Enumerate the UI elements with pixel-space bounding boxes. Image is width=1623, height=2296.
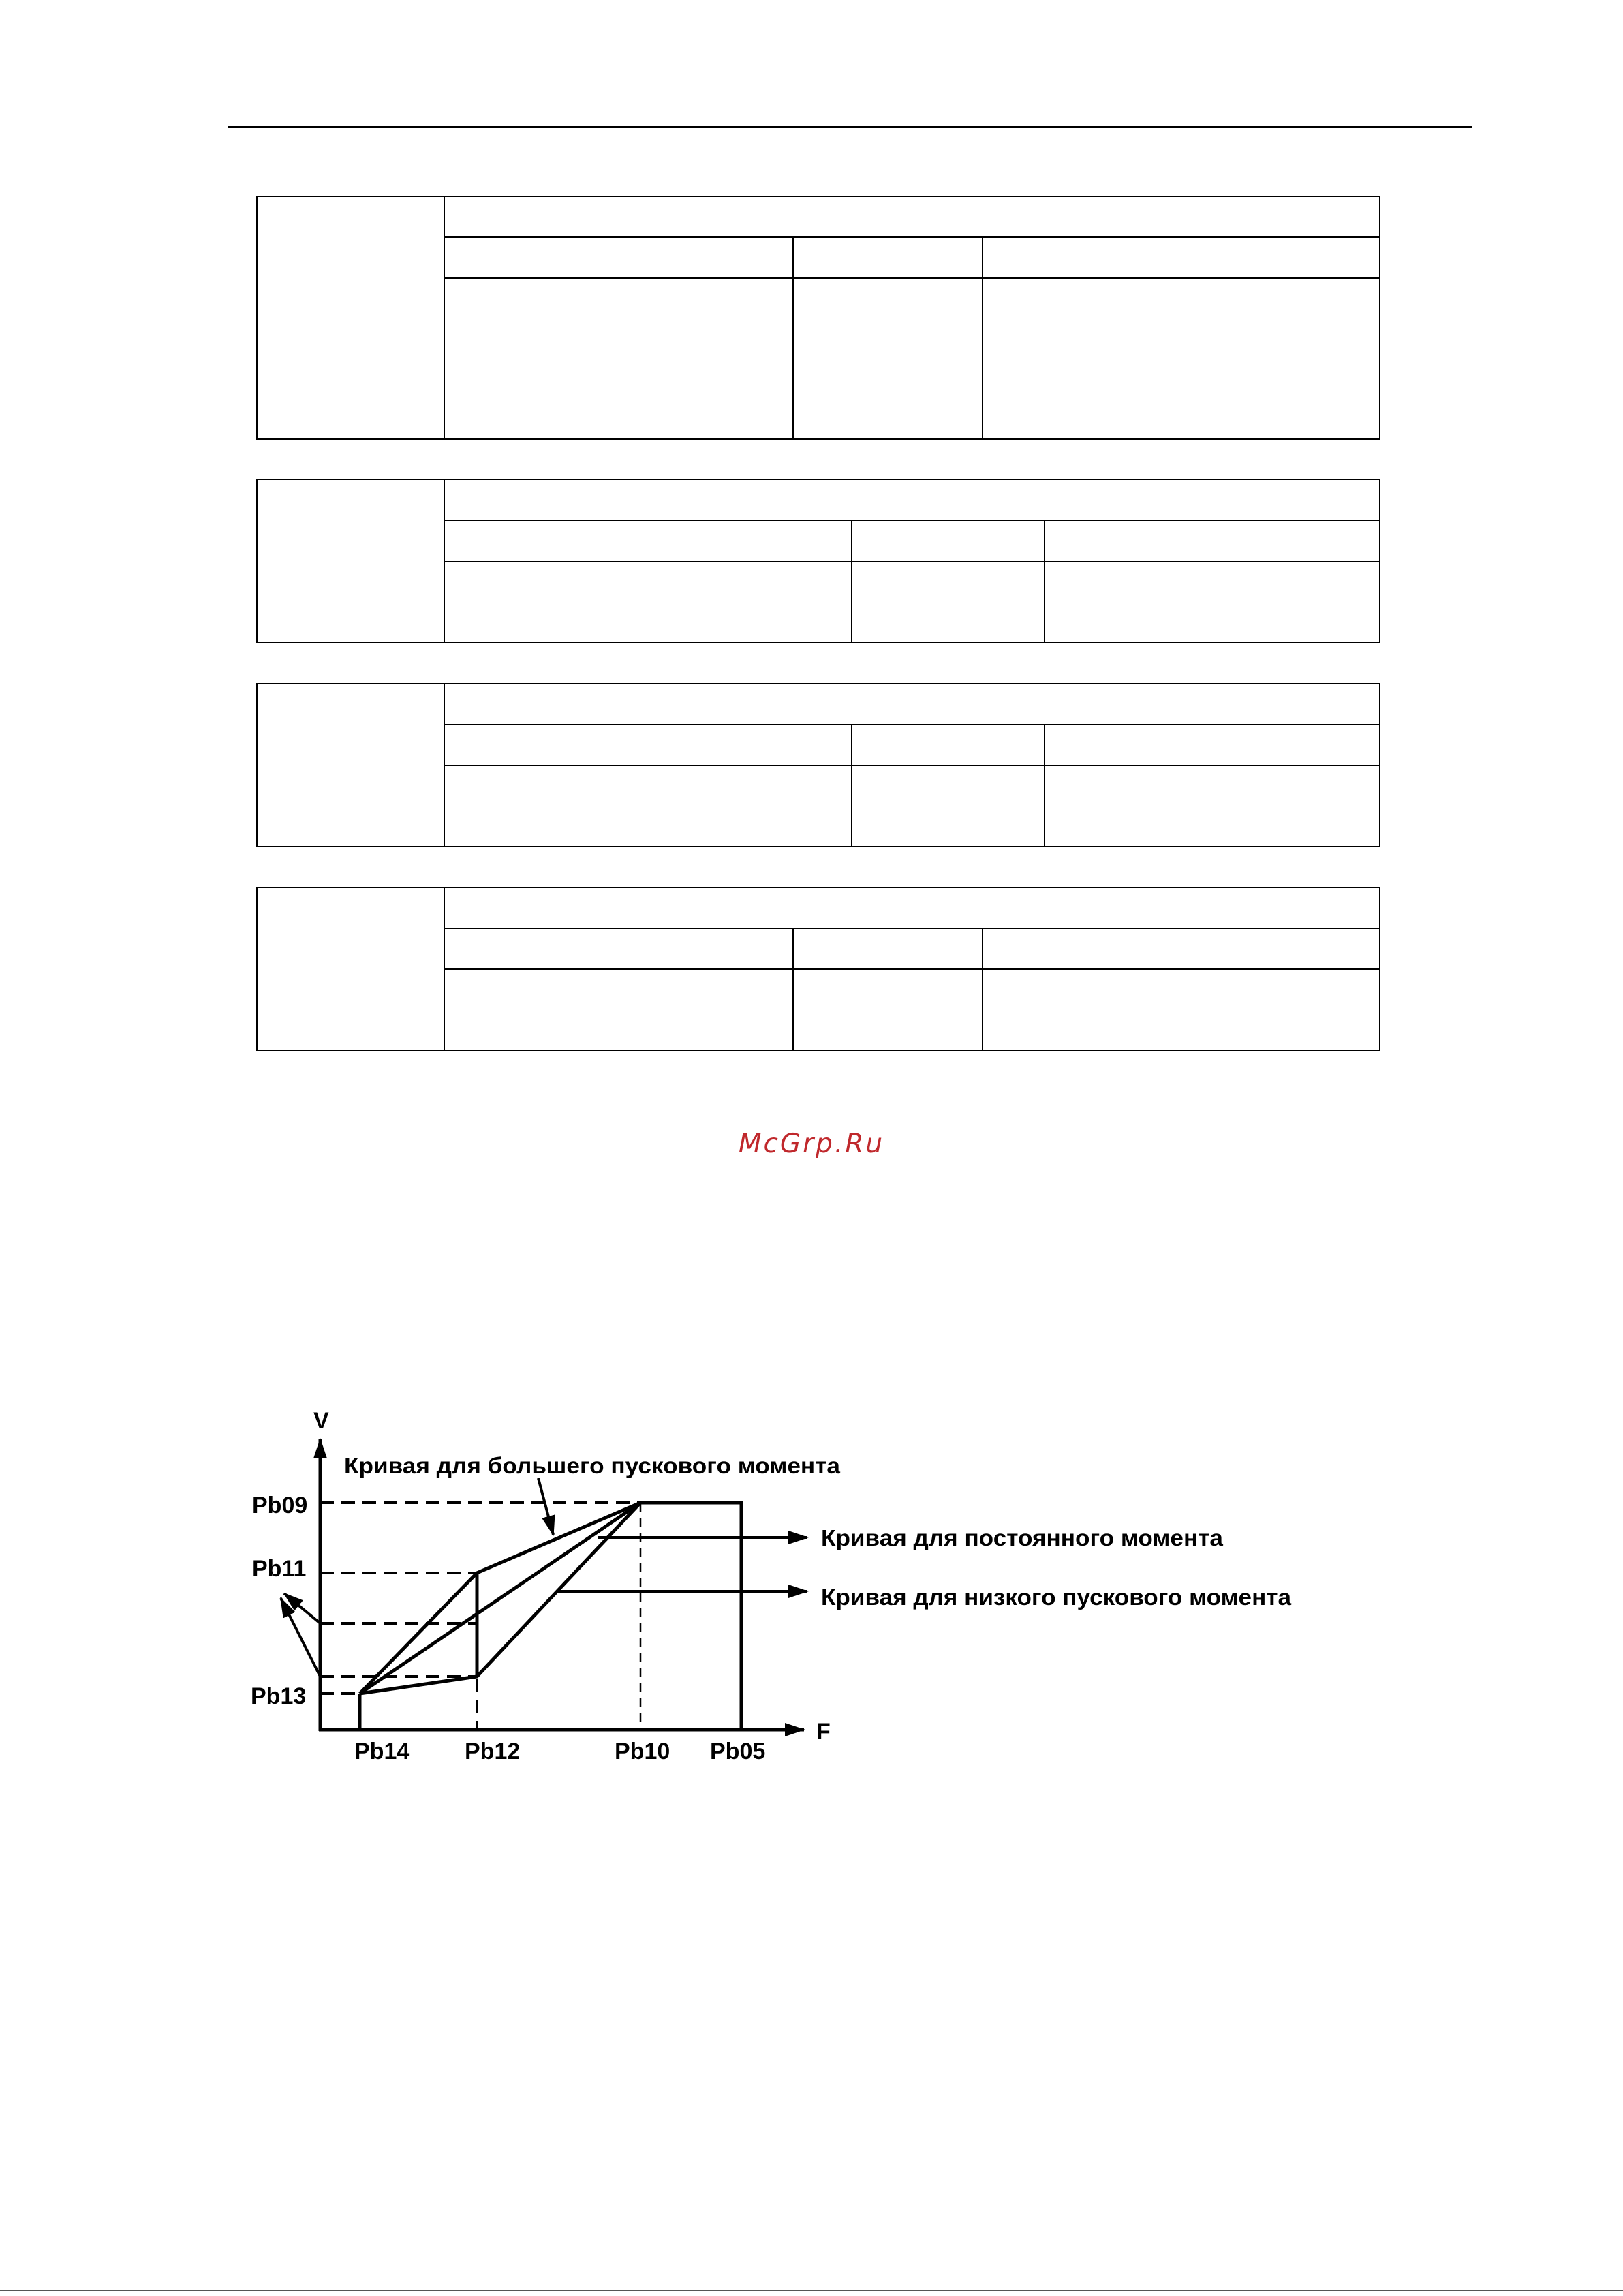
setting-range-header xyxy=(444,521,852,562)
default-cell xyxy=(1045,562,1380,643)
unit-header xyxy=(793,237,983,278)
default-header xyxy=(983,928,1380,969)
parameter-name-cell xyxy=(444,480,1380,521)
header-rule xyxy=(228,126,1472,128)
y-label-pb11: Pb11 xyxy=(252,1556,307,1582)
x-label-pb10: Pb10 xyxy=(615,1739,670,1764)
default-cell xyxy=(1045,765,1380,846)
caption-constant-torque: Кривая для постоянного момента xyxy=(821,1525,1224,1550)
parameter-table-3 xyxy=(256,683,1380,847)
unit-cell xyxy=(793,278,983,439)
default-cell xyxy=(983,278,1380,439)
default-header xyxy=(1045,724,1380,765)
unit-header xyxy=(852,521,1045,562)
caption-high-start-torque: Кривая для большего пускового момента xyxy=(344,1453,841,1478)
parameter-table-4 xyxy=(256,887,1380,1051)
y-label-pb13: Pb13 xyxy=(251,1683,307,1709)
parameter-name-cell xyxy=(444,196,1380,237)
parameter-name-cell xyxy=(444,684,1380,724)
pb11-pointer-arrows xyxy=(281,1593,320,1677)
default-header xyxy=(983,237,1380,278)
setting-range-cell xyxy=(444,278,793,439)
parameter-table-2 xyxy=(256,479,1380,643)
caption-low-start-torque: Кривая для низкого пускового момента xyxy=(821,1585,1292,1610)
unit-header xyxy=(852,724,1045,765)
parameter-name-cell xyxy=(444,887,1380,928)
parameter-code-cell xyxy=(257,196,444,439)
unit-cell xyxy=(852,562,1045,643)
y-label-pb09: Pb09 xyxy=(252,1493,308,1518)
x-label-pb14: Pb14 xyxy=(354,1739,410,1764)
unit-cell xyxy=(793,969,983,1050)
footer-rule xyxy=(0,2290,1623,2291)
f-axis-label: F xyxy=(816,1719,831,1745)
setting-range-cell xyxy=(444,562,852,643)
watermark: McGrp.Ru xyxy=(738,1129,885,1159)
parameter-code-cell xyxy=(257,887,444,1050)
unit-cell xyxy=(852,765,1045,846)
v-axis-label: V xyxy=(313,1408,329,1434)
setting-range-header xyxy=(444,237,793,278)
vf-curve-diagram xyxy=(245,1397,1308,1786)
parameter-code-cell xyxy=(257,480,444,643)
x-label-pb05: Pb05 xyxy=(710,1739,766,1764)
x-label-pb12: Pb12 xyxy=(465,1739,521,1764)
setting-range-header xyxy=(444,724,852,765)
setting-range-cell xyxy=(444,765,852,846)
setting-range-cell xyxy=(444,969,793,1050)
parameter-code-cell xyxy=(257,684,444,846)
unit-header xyxy=(793,928,983,969)
default-cell xyxy=(983,969,1380,1050)
annotation-arrows xyxy=(538,1478,807,1591)
default-header xyxy=(1045,521,1380,562)
setting-range-header xyxy=(444,928,793,969)
parameter-table-1 xyxy=(256,196,1380,440)
